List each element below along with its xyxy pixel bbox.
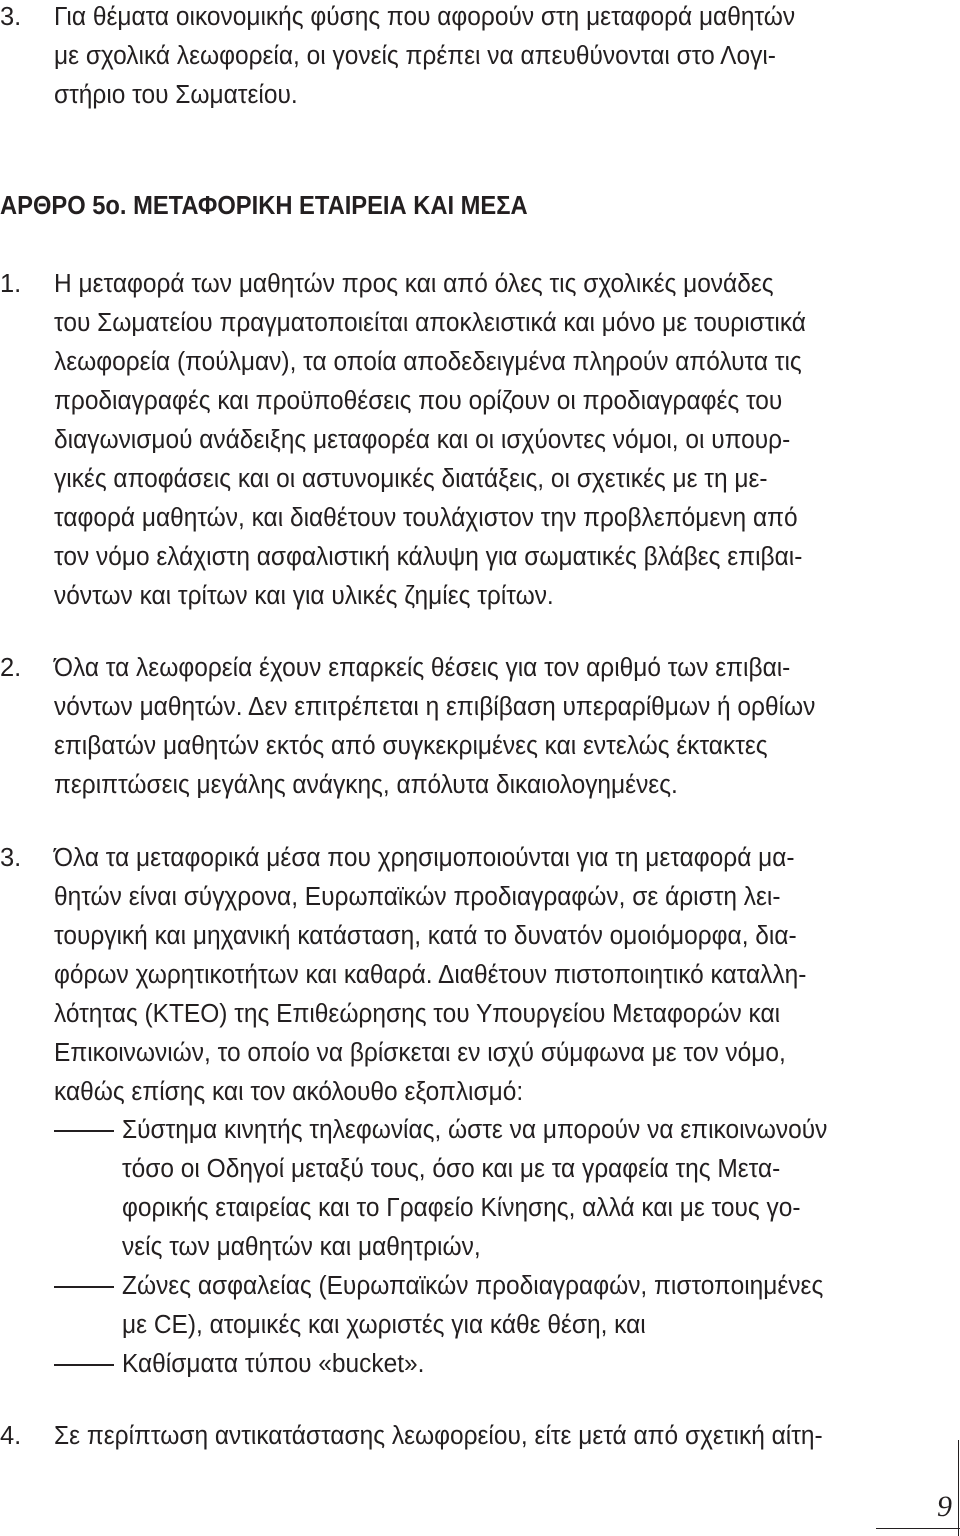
- item-number: 4.: [0, 1422, 22, 1450]
- article-heading: ΑΡΘΡΟ 5ο. ΜΕΤΑΦΟΡΙΚΗ ΕΤΑΙΡΕΙΑ ΚΑΙ ΜΕΣΑ: [0, 192, 528, 220]
- item-number: 1.: [0, 270, 22, 298]
- text-line: λότητας (ΚΤΕΟ) της Επιθεώρησης του Υπουργείου Μεταφορών και: [54, 1000, 781, 1028]
- item-number: 3.: [0, 844, 22, 872]
- text-line: Όλα τα λεωφορεία έχουν επαρκείς θέσεις για τον αριθμό των επιβαι-: [54, 654, 791, 682]
- text-line: Ζώνες ασφαλείας (Ευρωπαϊκών προδιαγραφών, πιστοποιημένες: [122, 1272, 824, 1300]
- text-line: νόντων μαθητών. Δεν επιτρέπεται η επιβίβαση υπεραρίθμων ή ορθίων: [54, 693, 816, 721]
- text-line: διαγωνισμού ανάδειξης μεταφορέα και οι ισχύοντες νόμοι, οι υπουρ-: [54, 426, 791, 454]
- text-line: ταφορά μαθητών, και διαθέτουν τουλάχιστον την προβλεπόμενη από: [54, 504, 798, 532]
- dash-bullet: [54, 1286, 114, 1288]
- text-line: Σε περίπτωση αντικατάστασης λεωφορείου, είτε μετά από σχετική αίτη-: [54, 1422, 823, 1450]
- item-number: 3.: [0, 3, 22, 31]
- text-line: με σχολικά λεωφορεία, οι γονείς πρέπει να απευθύνονται στο Λογι-: [54, 42, 776, 70]
- text-line: γικές αποφάσεις και οι αστυνομικές διατάξεις, οι σχετικές με τη με-: [54, 465, 768, 493]
- dash-bullet: [54, 1130, 114, 1132]
- text-line: φόρων χωρητικοτήτων και καθαρά. Διαθέτουν πιστοποιητικό καταλλη-: [54, 961, 807, 989]
- text-line: φορικής εταιρείας και το Γραφείο Κίνησης, αλλά και με τους γο-: [122, 1194, 801, 1222]
- text-line: Για θέματα οικονομικής φύσης που αφορούν στη μεταφορά μαθητών: [54, 3, 796, 31]
- text-line: θητών είναι σύγχρονα, Ευρωπαϊκών προδιαγραφών, σε άριστη λει-: [54, 883, 781, 911]
- page-corner-rule: [958, 1440, 959, 1536]
- text-line: περιπτώσεις μεγάλης ανάγκης, απόλυτα δικαιολογημένες.: [54, 771, 678, 799]
- text-line: νείς των μαθητών και μαθητριών,: [122, 1233, 481, 1261]
- text-line: Η μεταφορά των μαθητών προς και από όλες τις σχολικές μονάδες: [54, 270, 774, 298]
- text-line: Επικοινωνιών, το οποίο να βρίσκεται εν ισχύ σύμφωνα με τον νόμο,: [54, 1039, 786, 1067]
- text-line: τόσο οι Οδηγοί μεταξύ τους, όσο και με τα γραφεία της Μετα-: [122, 1155, 781, 1183]
- text-line: στήριο του Σωματείου.: [54, 81, 298, 109]
- page-corner-rule: [876, 1528, 960, 1529]
- text-line: προδιαγραφές και προϋποθέσεις που ορίζουν οι προδιαγραφές του: [54, 387, 783, 415]
- text-line: νόντων και τρίτων και για υλικές ζημίες τρίτων.: [54, 582, 554, 610]
- item-number: 2.: [0, 654, 22, 682]
- text-line: Σύστημα κινητής τηλεφωνίας, ώστε να μπορούν να επικοινωνούν: [122, 1116, 828, 1144]
- text-line: τον νόμο ελάχιστη ασφαλιστική κάλυψη για σωματικές βλάβες επιβαι-: [54, 543, 803, 571]
- text-line: του Σωματείου πραγματοποιείται αποκλειστικά και μόνο με τουριστικά: [54, 309, 806, 337]
- text-line: καθώς επίσης και τον ακόλουθο εξοπλισμό:: [54, 1078, 524, 1106]
- text-line: τουργική και μηχανική κατάσταση, κατά το δυνατόν ομοιόμορφα, δια-: [54, 922, 797, 950]
- page-number: 9: [937, 1490, 952, 1523]
- text-line: λεωφορεία (πούλμαν), τα οποία αποδεδειγμένα πληρούν απόλυτα τις: [54, 348, 802, 376]
- text-line: Καθίσματα τύπου «bucket».: [122, 1350, 425, 1378]
- dash-bullet: [54, 1364, 114, 1366]
- text-line: Όλα τα μεταφορικά μέσα που χρησιμοποιούνται για τη μεταφορά μα-: [54, 844, 795, 872]
- text-line: επιβατών μαθητών εκτός από συγκεκριμένες και εντελώς έκτακτες: [54, 732, 768, 760]
- text-line: με CE), ατομικές και χωριστές για κάθε θέση, και: [122, 1311, 646, 1339]
